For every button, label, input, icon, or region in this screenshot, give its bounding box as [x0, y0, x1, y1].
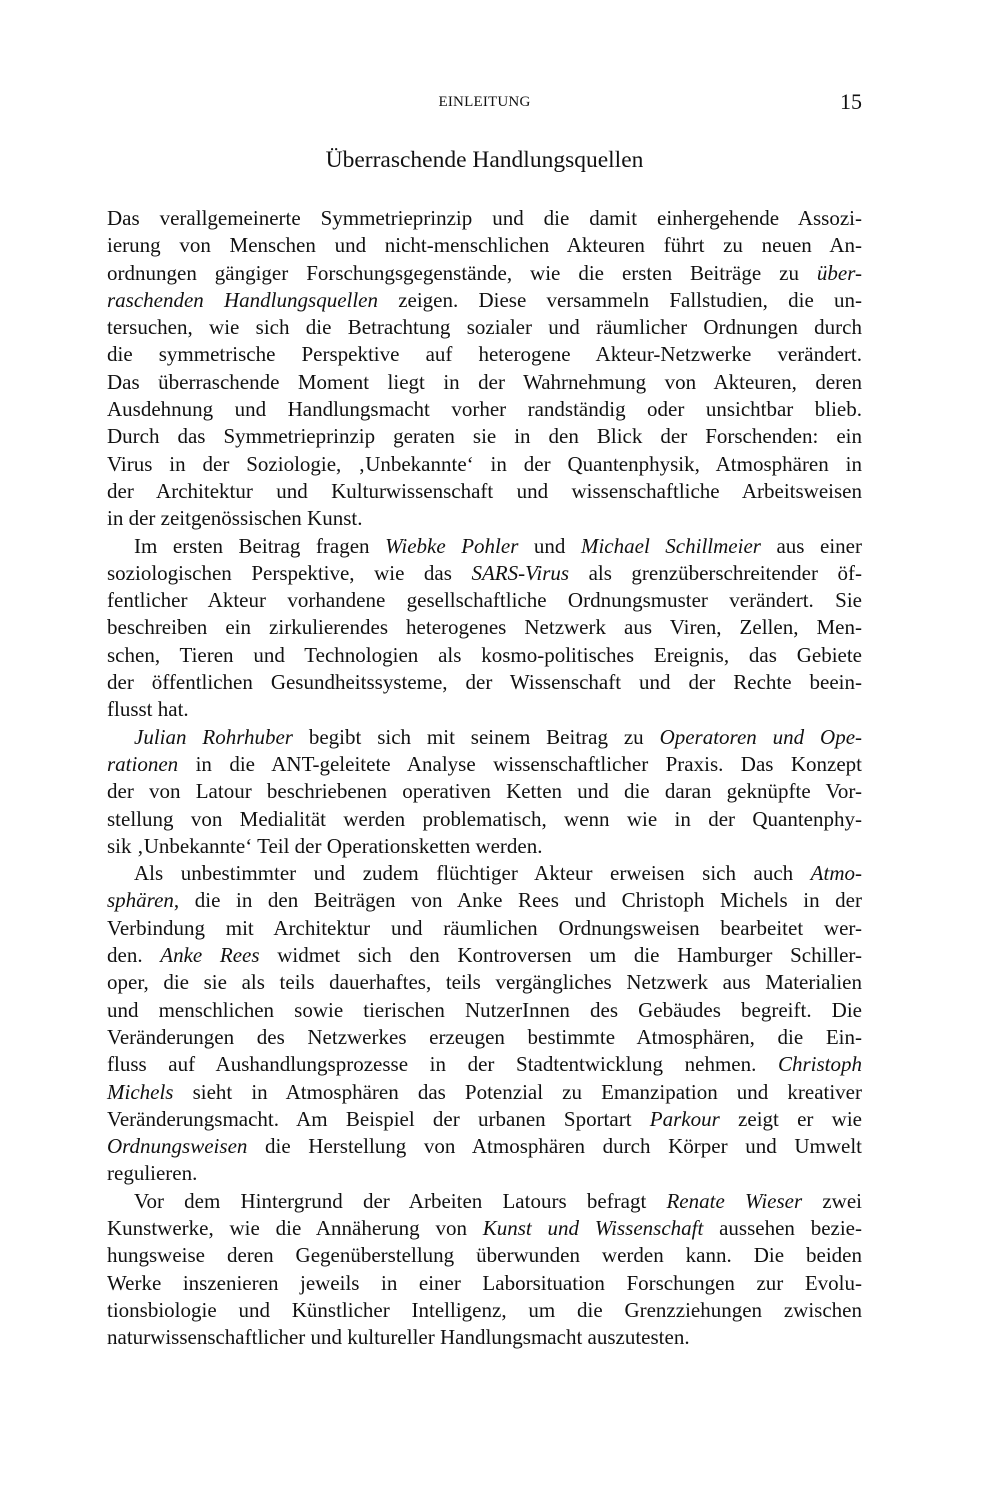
text-run: Als unbestimmter und zudem flüchtiger Akteur erweisen sich auch: [134, 861, 811, 886]
text-line: [107, 887, 862, 914]
text-line: [107, 806, 862, 833]
italic-emphasis: sphären: [107, 888, 174, 913]
text-run: Kunstwerke, wie die Annäherung von: [107, 1215, 483, 1240]
text-run: zwei: [802, 1188, 862, 1213]
text-line: [107, 1242, 862, 1269]
running-head: [107, 91, 862, 115]
text-run: oper, die sie als teils dauerhaftes, teils vergängliches Netzwerk aus Materialien: [107, 970, 862, 995]
text-run: der Architektur und Kulturwissenschaft und wissenschaftliche Arbeitsweisen: [107, 478, 862, 503]
text-line: [107, 560, 862, 587]
text-line: [107, 1106, 862, 1133]
text-run: den.: [107, 943, 161, 968]
running-title: EINLEITUNG: [438, 94, 531, 110]
section-title: Überraschende Handlungsquellen: [325, 147, 644, 173]
text-line: [107, 915, 862, 942]
text-run: begibt sich mit seinem Beitrag zu: [292, 724, 660, 749]
text-run: ierung von Menschen und nicht-menschlichen Akteuren führt zu neuen An-: [107, 233, 862, 258]
text-line: [107, 751, 862, 778]
paragraph: [107, 205, 862, 533]
text-line: [107, 1215, 862, 1242]
text-line: [107, 696, 862, 723]
text-run: in der zeitgenössischen Kunst.: [107, 506, 363, 531]
body-text: [107, 205, 862, 1351]
text-line: [107, 942, 862, 969]
italic-emphasis: Parkour: [649, 1106, 720, 1131]
text-run: Virus in der Soziologie, ‚Unbekannte‘ in der Quantenphysik, Atmosphären in: [107, 451, 862, 476]
text-line: [107, 587, 862, 614]
text-line: [107, 669, 862, 696]
text-run: fentlicher Akteur vorhandene gesellschaftliche Ordnungsmuster verändert. Sie: [107, 588, 862, 613]
text-line: [107, 1324, 862, 1351]
text-line: [107, 232, 862, 259]
italic-emphasis: Kunst und Wissenschaft: [482, 1215, 704, 1240]
text-line: [107, 505, 862, 532]
text-line: [107, 341, 862, 368]
text-run: Das verallgemeinerte Symmetrieprinzip und die damit einhergehende Assozi-: [107, 206, 862, 230]
text-line: [107, 1133, 862, 1160]
page-number: 15: [840, 89, 862, 114]
text-line: [107, 1270, 862, 1297]
text-line: [107, 423, 862, 450]
italic-emphasis: Ordnungsweisen: [107, 1134, 248, 1159]
text-run: Das überraschende Moment liegt in der Wahrnehmung von Akteuren, deren: [107, 369, 862, 394]
text-run: beschreiben ein zirkulierendes heterogenes Netzwerk aus Viren, Zellen, Men-: [107, 615, 862, 640]
text-line: [107, 1051, 862, 1078]
text-line: [107, 969, 862, 996]
text-line: [107, 642, 862, 669]
italic-emphasis: Christoph: [777, 1052, 862, 1077]
text-run: sieht in Atmosphären das Potenzial zu Emanzipation und kreativer: [173, 1079, 862, 1104]
text-run: naturwissenschaftlicher und kultureller Handlungsmacht auszutesten.: [107, 1325, 690, 1350]
text-line: [107, 997, 862, 1024]
text-run: Durch das Symmetrieprinzip geraten sie in den Blick der Forschenden: ein: [107, 424, 862, 449]
text-run: und menschlichen sowie tierischen NutzerInnen des Gebäudes begreift. Die: [107, 997, 862, 1022]
text-run: der von Latour beschriebenen operativen Ketten und die daran geknüpfte Vor-: [107, 779, 862, 804]
text-run: Veränderungsmacht. Am Beispiel der urbanen Sportart: [107, 1106, 650, 1131]
text-run: und: [518, 533, 581, 558]
text-line: [107, 260, 862, 287]
text-run: flusst hat.: [107, 697, 189, 722]
paragraph: [107, 533, 862, 724]
italic-emphasis: SARS-Virus: [471, 560, 570, 585]
text-line: [107, 533, 862, 560]
text-run: Ausdehnung und Handlungsmacht vorher randständig oder unsichtbar blieb.: [107, 397, 862, 422]
text-run: tersuchen, wie sich die Betrachtung sozialer und räumlicher Ordnungen durch: [107, 315, 862, 340]
text-run: hungsweise deren Gegenüberstellung überwunden werden kann. Die beiden: [107, 1243, 862, 1268]
text-run: Veränderungen des Netzwerkes erzeugen bestimmte Atmosphären, die Ein-: [107, 1024, 862, 1049]
text-run: schen, Tieren und Technologien als kosmo-politisches Ereignis, das Gebiete: [107, 642, 862, 667]
text-line: [107, 1160, 862, 1187]
text-line: [107, 1024, 862, 1051]
text-line: [107, 369, 862, 396]
text-line: [107, 478, 862, 505]
text-run: die symmetrische Perspektive auf heterogene Akteur-Netzwerke verändert.: [107, 342, 862, 367]
text-run: sik ‚Unbekannte‘ Teil der Operationsketten werden.: [107, 833, 543, 858]
text-line: [107, 287, 862, 314]
text-line: [107, 860, 862, 887]
text-run: Vor dem Hintergrund der Arbeiten Latours befragt: [134, 1188, 667, 1213]
text-run: Werke inszenieren jeweils in einer Laborsituation Forschungen zur Evolu-: [107, 1270, 862, 1295]
paragraph: [107, 1188, 862, 1352]
text-line: [107, 614, 862, 641]
text-run: der öffentlichen Gesundheitssysteme, der Wissenschaft und der Rechte beein-: [107, 670, 862, 695]
italic-emphasis: Wiebke Pohler: [385, 533, 519, 558]
text-line: [107, 451, 862, 478]
italic-emphasis: raschenden Handlungsquellen: [107, 287, 378, 312]
text-run: Verbindung mit Architektur und räumlichen Ordnungsweisen bearbeitet wer-: [107, 915, 862, 940]
text-line: [107, 778, 862, 805]
text-run: die Herstellung von Atmosphären durch Körper und Umwelt: [247, 1134, 862, 1159]
text-line: [107, 314, 862, 341]
text-run: ordnungen gängiger Forschungsgegenstände, wie die ersten Beiträge zu: [107, 260, 817, 285]
italic-emphasis: über-: [816, 260, 862, 285]
paragraph: [107, 860, 862, 1188]
italic-emphasis: Renate Wieser: [666, 1188, 803, 1213]
text-run: aus einer: [760, 533, 862, 558]
text-run: soziologischen Perspektive, wie das: [107, 560, 472, 585]
text-run: aussehen bezie-: [703, 1215, 862, 1240]
italic-emphasis: Operatoren und Ope-: [659, 724, 863, 749]
italic-emphasis: Atmo-: [810, 861, 862, 886]
text-run: als grenzüberschreitender öf-: [569, 560, 863, 585]
text-run: Im ersten Beitrag fragen: [134, 533, 386, 558]
text-run: fluss auf Aushandlungsprozesse in der Stadtentwicklung nehmen.: [107, 1052, 778, 1077]
text-run: zeigt er wie: [719, 1106, 862, 1131]
italic-emphasis: Julian Rohrhuber: [134, 724, 293, 749]
text-run: regulieren.: [107, 1161, 198, 1186]
text-run: stellung von Medialität werden problematisch, wenn wie in der Quantenphy-: [107, 806, 862, 831]
text-run: zeigen. Diese versammeln Fallstudien, die un-: [378, 287, 862, 312]
text-line: [107, 724, 862, 751]
text-run: , die in den Beiträgen von Anke Rees und Christoph Michels in der: [173, 888, 862, 913]
text-line: [107, 1297, 862, 1324]
text-run: tionsbiologie und Künstlicher Intelligenz, um die Grenzziehungen zwischen: [107, 1297, 862, 1322]
text-run: widmet sich den Kontroversen um die Hamburger Schiller-: [259, 943, 862, 968]
text-line: [107, 833, 862, 860]
text-line: [107, 1079, 862, 1106]
text-line: [107, 205, 862, 232]
paragraph: [107, 724, 862, 860]
text-line: [107, 1188, 862, 1215]
text-line: [107, 396, 862, 423]
italic-emphasis: Michael Schillmeier: [580, 533, 761, 558]
text-run: in die ANT-geleitete Analyse wissenschaftlicher Praxis. Das Konzept: [178, 751, 862, 776]
italic-emphasis: Anke Rees: [160, 943, 260, 968]
italic-emphasis: rationen: [107, 751, 179, 776]
italic-emphasis: Michels: [107, 1079, 174, 1104]
